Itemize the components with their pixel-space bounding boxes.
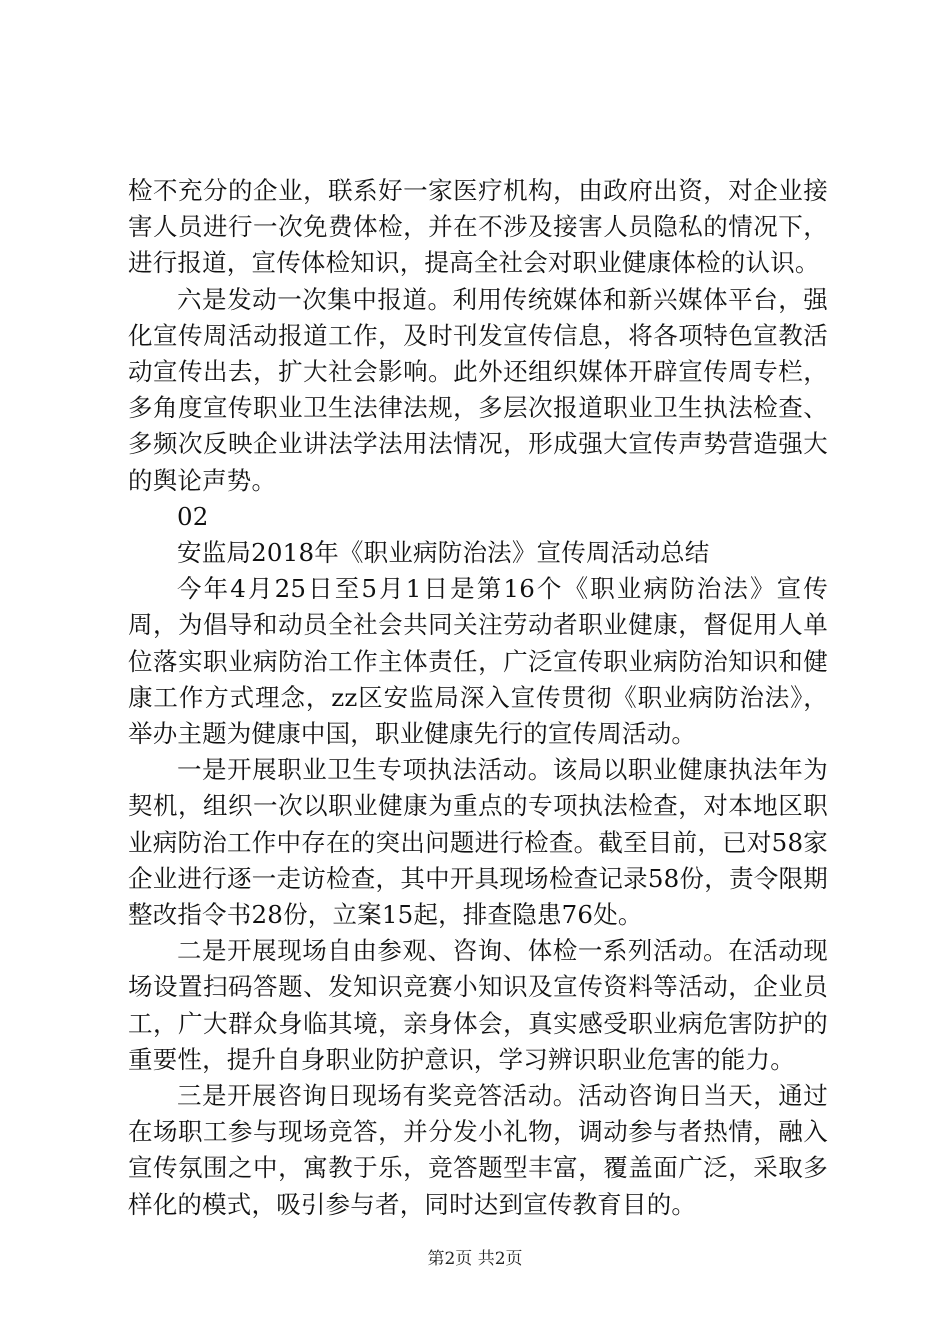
paragraph-item-one: 一是开展职业卫生专项执法活动。该局以职业健康执法年为契机，组织一次以职业健康为重点的专项执法检查，对本地区职业病防治工作中存在的突出问题进行检查。截至目前，已对58家企业进行逐一走访检查，其中开具现场检查记录58份，责令限期整改指令书28份，立案15起，排查隐患76处。 [128, 755, 828, 930]
page-footer: 第2页 共2页 [427, 1249, 523, 1269]
paragraph-item-six: 六是发动一次集中报道。利用传统媒体和新兴媒体平台，强化宣传周活动报道工作，及时刊发宣传信息，将各项特色宣教活动宣传出去，扩大社会影响。此外还组织媒体开辟宣传周专栏，多角度宣传职业卫生法律法规，多层次报道职业卫生执法检查、多频次反映企业讲法学法用法情况，形成强大宣传声势营造强大的舆论声势。 [128, 284, 828, 495]
paragraph-item-three: 三是开展咨询日现场有奖竞答活动。活动咨询日当天，通过在场职工参与现场竞答，并分发小礼物，调动参与者热情，融入宣传氛围之中，寓教于乐，竞答题型丰富，覆盖面广泛，采取多样化的模式，吸引参与者，同时达到宣传教育目的。 [128, 1081, 828, 1219]
paragraph-item-two: 二是开展现场自由参观、咨询、体检一系列活动。在活动现场设置扫码答题、发知识竞赛小知识及宣传资料等活动，企业员工，广大群众身临其境，亲身体会，真实感受职业病危害防护的重要性，提升自身职业防护意识，学习辨识职业危害的能力。 [128, 936, 828, 1074]
section-title: 安监局2018年《职业病防治法》宣传周活动总结 [177, 538, 710, 568]
paragraph-continuation: 检不充分的企业，联系好一家医疗机构，由政府出资，对企业接害人员进行一次免费体检，并在不涉及接害人员隐私的情况下，进行报道，宣传体检知识，提高全社会对职业健康体检的认识。 [128, 176, 828, 278]
paragraph-intro: 今年4月25日至5月1日是第16个《职业病防治法》宣传周，为倡导和动员全社会共同关注劳动者职业健康，督促用人单位落实职业病防治工作主体责任，广泛宣传职业病防治知识和健康工作方式理念，zz区安监局深入宣传贯彻《职业病防治法》，举办主题为健康中国，职业健康先行的宣传周活动。 [128, 574, 828, 749]
section-number: 02 [177, 501, 209, 531]
document-body [128, 173, 828, 1223]
